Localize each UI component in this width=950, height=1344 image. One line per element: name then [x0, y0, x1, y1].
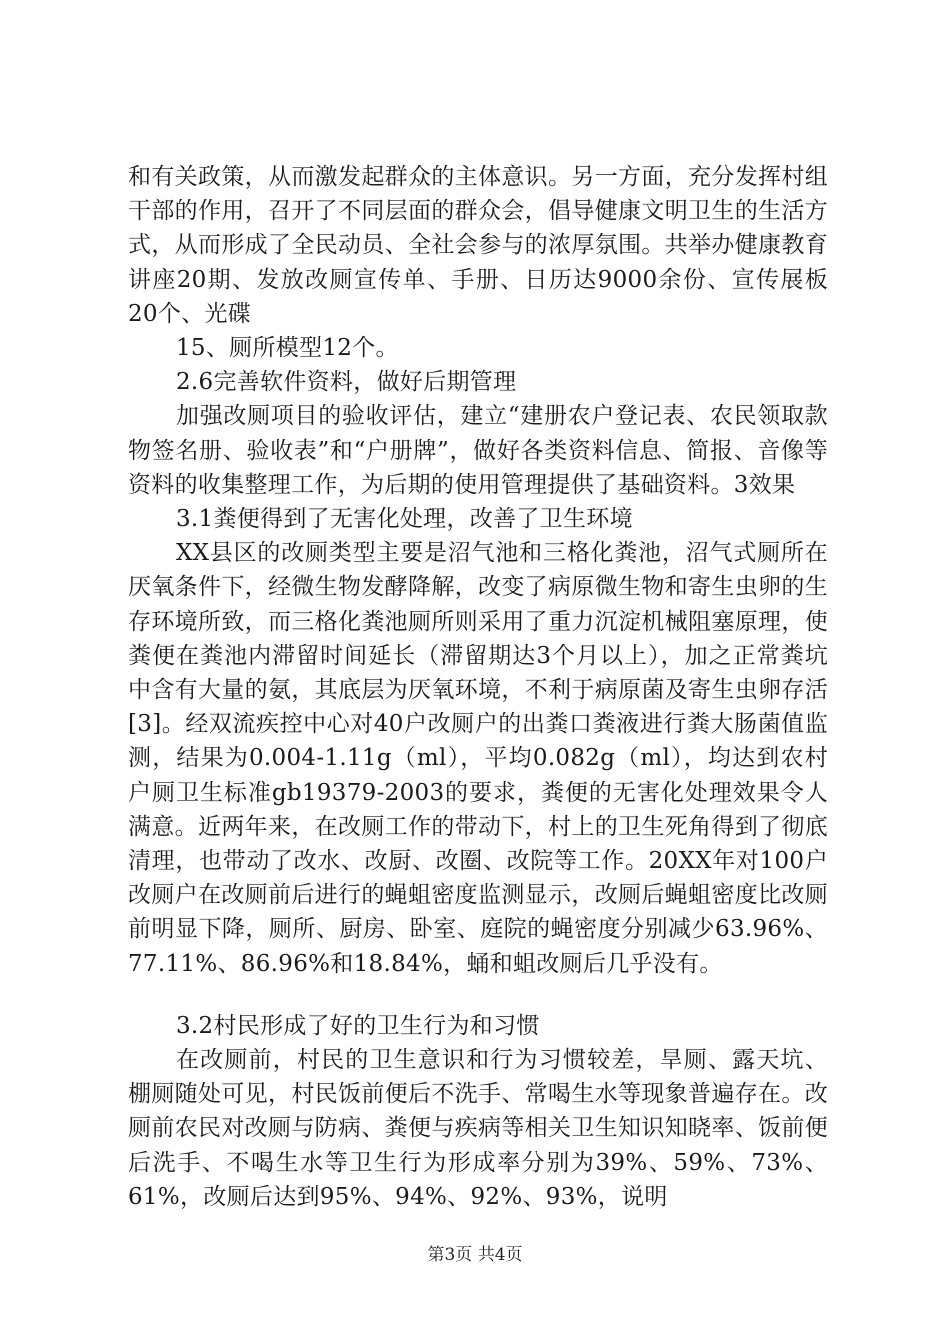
document-body	[128, 160, 828, 1214]
paragraph-hygiene-behavior: 在改厕前，村民的卫生意识和行为习惯较差，旱厕、露天坑、棚厕随处可见，村民饭前便后不洗手、常喝生水等现象普遍存在。改厕前农民对改厕与防病、粪便与疾病等相关卫生知识知晓率、饭前便后洗手、不喝生水等卫生行为形成率分别为39%、59%、73%、61%，改厕后达到95%、94%、92%、93%，说明	[128, 1047, 828, 1210]
paragraph-spacer	[128, 981, 828, 1009]
section-heading-3-1: 3.1粪便得到了无害化处理，改善了卫生环境	[176, 506, 633, 533]
section-heading-2-6: 2.6完善软件资料，做好后期管理	[176, 369, 517, 396]
page-footer: 第3页 共4页	[427, 1245, 523, 1265]
section-heading-3-2: 3.2村民形成了好的卫生行为和习惯	[176, 1012, 540, 1039]
paragraph-acceptance-evaluation: 加强改厕项目的验收评估，建立“建册农户登记表、农民领取款物签名册、验收表”和“户册牌”，做好各类资料信息、简报、音像等资料的收集整理工作，为后期的使用管理提供了基础资料。3效果	[128, 403, 828, 498]
paragraph-continued-policy: 和有关政策，从而激发起群众的主体意识。另一方面，充分发挥村组干部的作用，召开了不同层面的群众会，倡导健康文明卫生的生活方式，从而形成了全民动员、全社会参与的浓厚氛围。共举办健康教育讲座20期、发放改厕宣传单、手册、日历达9000余份、宣传展板20个、光碟	[128, 164, 828, 327]
paragraph-toilet-models: 15、厕所模型12个。	[176, 335, 399, 362]
paragraph-harmless-treatment: XX县区的改厕类型主要是沼气池和三格化粪池，沼气式厕所在厌氧条件下，经微生物发酵降解，改变了病原微生物和寄生虫卵的生存环境所致，而三格化粪池厕所则采用了重力沉淀机械阻塞原理，使粪便在粪池内滞留时间延长（滞留期达3个月以上），加之正常粪坑中含有大量的氨，其底层为厌氧环境，不利于病原菌及寄生虫卵存活[3]。经双流疾控中心对40户改厕户的出粪口粪液进行粪大肠菌值监测，结果为0.004-1.11g（ml），平均0.082g（ml），均达到农村户厕卫生标准gb19379-2003的要求，粪便的无害化处理效果令人满意。近两年来，在改厕工作的带动下，村上的卫生死角得到了彻底清理，也带动了改水、改厨、改圈、改院等工作。20XX年对100户改厕户在改厕前后进行的蝇蛆密度监测显示，改厕后蝇蛆密度比改厕前明显下降，厕所、厨房、卧室、庭院的蝇密度分别减少63.96%、77.11%、86.96%和18.84%，蛹和蛆改厕后几乎没有。	[128, 540, 828, 977]
